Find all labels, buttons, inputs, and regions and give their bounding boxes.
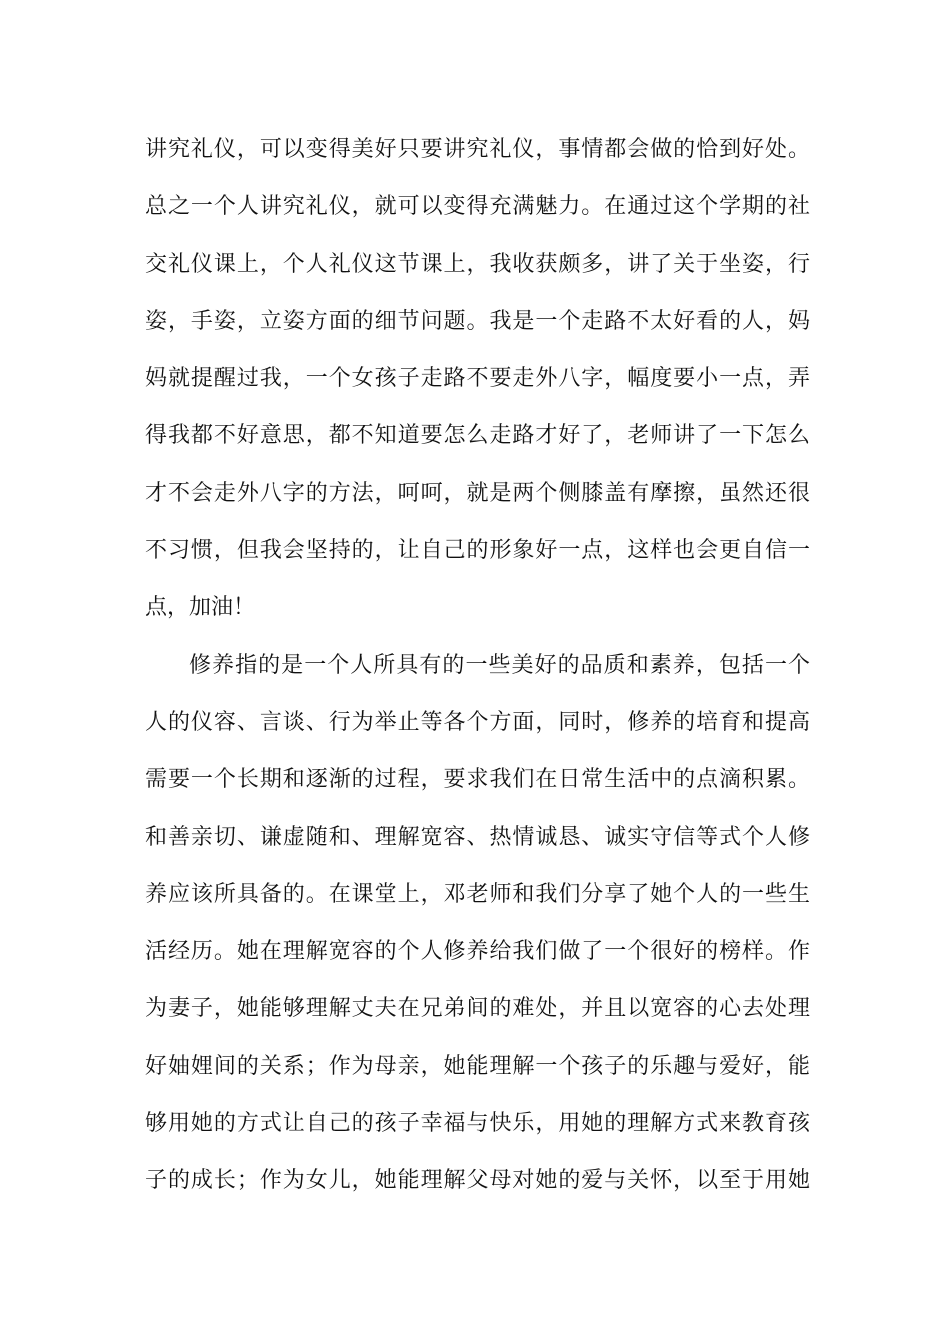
- text-line: 修养指的是一个人所具有的一些美好的品质和素养，包括一个: [189, 652, 810, 678]
- text-line: 交礼仪课上，个人礼仪这节课上，我收获颇多，讲了关于坐姿，行: [145, 251, 810, 277]
- text-line: 点，加油！: [145, 595, 256, 621]
- text-line: 妈就提醒过我，一个女孩子走路不要走外八字，幅度要小一点，弄: [145, 366, 810, 392]
- text-line: 够用她的方式让自己的孩子幸福与快乐，用她的理解方式来教育孩: [145, 1111, 810, 1137]
- text-line: 好妯娌间的关系；作为母亲，她能理解一个孩子的乐趣与爱好，能: [145, 1053, 810, 1079]
- text-line: 姿，手姿，立姿方面的细节问题。我是一个走路不太好看的人，妈: [145, 308, 810, 334]
- text-line: 人的仪容、言谈、行为举止等各个方面，同时，修养的培育和提高: [145, 709, 810, 735]
- text-line: 才不会走外八字的方法，呵呵，就是两个侧膝盖有摩擦，虽然还很: [145, 480, 810, 506]
- text-line: 总之一个人讲究礼仪，就可以变得充满魅力。在通过这个学期的社: [145, 194, 810, 220]
- text-line: 活经历。她在理解宽容的个人修养给我们做了一个很好的榜样。作: [145, 939, 810, 965]
- text-line: 子的成长；作为女儿，她能理解父母对她的爱与关怀，以至于用她: [145, 1168, 810, 1194]
- text-line: 养应该所具备的。在课堂上，邓老师和我们分享了她个人的一些生: [145, 881, 810, 907]
- text-line: 和善亲切、谦虚随和、理解宽容、热情诚恳、诚实守信等式个人修: [145, 824, 810, 850]
- text-line: 得我都不好意思，都不知道要怎么走路才好了，老师讲了一下怎么: [145, 423, 810, 449]
- text-line: 讲究礼仪，可以变得美好只要讲究礼仪，事情都会做的恰到好处。: [145, 137, 810, 162]
- text-line: 不习惯，但我会坚持的，让自己的形象好一点，这样也会更自信一: [145, 538, 810, 564]
- text-line: 需要一个长期和逐渐的过程，要求我们在日常生活中的点滴积累。: [145, 767, 810, 793]
- body-text: [145, 130, 810, 1219]
- text-line: 为妻子，她能够理解丈夫在兄弟间的难处，并且以宽容的心去处理: [145, 996, 810, 1022]
